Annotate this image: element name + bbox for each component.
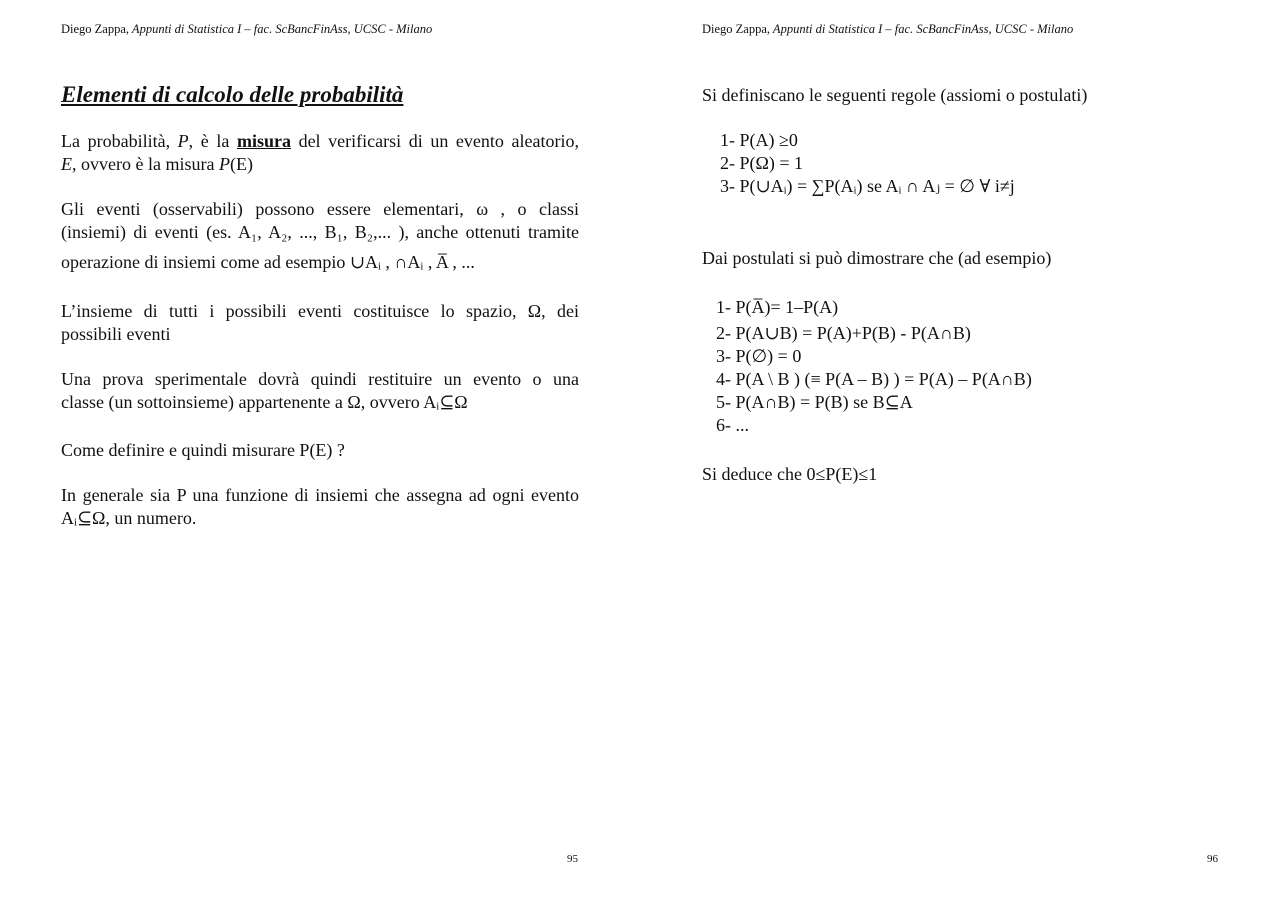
paragraph-conclusione — [702, 463, 1222, 486]
paragraph-funzione — [61, 484, 579, 530]
text: La probabilità, — [61, 131, 178, 151]
header-course: Appunti di Statistica I – fac. ScBancFinAss, UCSC - Milano — [770, 22, 1074, 36]
running-header — [702, 22, 1073, 37]
header-author: Diego Zappa, — [702, 22, 771, 36]
paragraph-line: (insiemi) di eventi (es. A₁, A₂, ..., B₁, B₂,... ), anche ottenuti tramite — [61, 222, 579, 242]
section-title: Elementi di calcolo delle probabilità — [61, 82, 404, 107]
paragraph-assiomi-intro — [702, 84, 1222, 107]
text: , è la — [188, 131, 237, 151]
paragraph-line: Dai postulati si può dimostrare che (ad esempio) — [702, 248, 1052, 268]
header-author: Diego Zappa, — [61, 22, 130, 36]
page-number: 95 — [567, 853, 578, 865]
right-page — [640, 0, 1280, 905]
paragraph-eventi — [61, 198, 579, 274]
paragraph-postulati — [702, 247, 1222, 270]
result-item: 2- P(A∪B) = P(A)+P(B) - P(A∩B) — [716, 323, 971, 343]
text: del verificarsi di un evento aleatorio, — [290, 131, 579, 151]
paragraph-line: Una prova sperimentale dovrà quindi restituire un evento o una — [61, 369, 579, 389]
paragraph-line: classe (un sottoinsieme) appartenente a Ω, ovvero Aᵢ⊆Ω — [61, 392, 468, 412]
paragraph-line: Come definire e quindi misurare P(E) ? — [61, 440, 345, 460]
header-course: Appunti di Statistica I – fac. ScBancFinAss, UCSC - Milano — [129, 22, 433, 36]
result-item: 3- P(∅) = 0 — [716, 346, 802, 366]
results-list — [716, 296, 1032, 437]
running-header — [61, 22, 432, 37]
axiom-item: 1- P(A) ≥0 — [720, 130, 798, 150]
page-number: 96 — [1207, 853, 1218, 865]
text: E — [61, 154, 72, 174]
paragraph-line: L’insieme di tutti i possibili eventi costituisce lo spazio, Ω, dei — [61, 301, 579, 321]
paragraph-prova — [61, 368, 579, 414]
paragraph-domanda — [61, 439, 579, 462]
paragraph-line — [61, 130, 579, 153]
paragraph-definition — [61, 130, 579, 176]
paragraph-line: Gli eventi (osservabili) possono essere elementari, ω , o classi — [61, 199, 579, 219]
paragraph-line — [61, 153, 579, 176]
result-item: 1- P(A̅)= 1–P(A) — [716, 297, 839, 317]
axiom-item: 2- P(Ω) = 1 — [720, 153, 804, 173]
result-item: 6- ... — [716, 415, 749, 435]
paragraph-line: In generale sia P una funzione di insiemi che assegna ad ogni evento — [61, 485, 579, 505]
axioms-list — [720, 129, 1015, 198]
emphasis-misura: misura — [236, 131, 291, 151]
result-item: 5- P(A∩B) = P(B) se B⊆A — [716, 392, 913, 412]
result-item: 4- P(A \ B ) (≡ P(A – B) ) = P(A) – P(A∩B) — [716, 369, 1032, 389]
paragraph-line: Aᵢ⊆Ω, un numero. — [61, 508, 197, 528]
paragraph-spazio — [61, 300, 579, 346]
text: (E) — [229, 154, 253, 174]
paragraph-line: operazione di insiemi come ad esempio ∪Aᵢ , ∩Aᵢ , A̅ , ... — [61, 252, 475, 272]
paragraph-line: possibili eventi — [61, 324, 171, 344]
axiom-item: 3- P(∪Aᵢ) = ∑P(Aᵢ) se Aᵢ ∩ Aⱼ = ∅ ∀ i≠j — [720, 176, 1015, 196]
text: P — [177, 131, 189, 151]
text: P — [218, 154, 230, 174]
paragraph-line: Si definiscano le seguenti regole (assiomi o postulati) — [702, 85, 1088, 105]
paragraph-line: Si deduce che 0≤P(E)≤1 — [702, 464, 878, 484]
text: , ovvero è la misura — [72, 154, 219, 174]
